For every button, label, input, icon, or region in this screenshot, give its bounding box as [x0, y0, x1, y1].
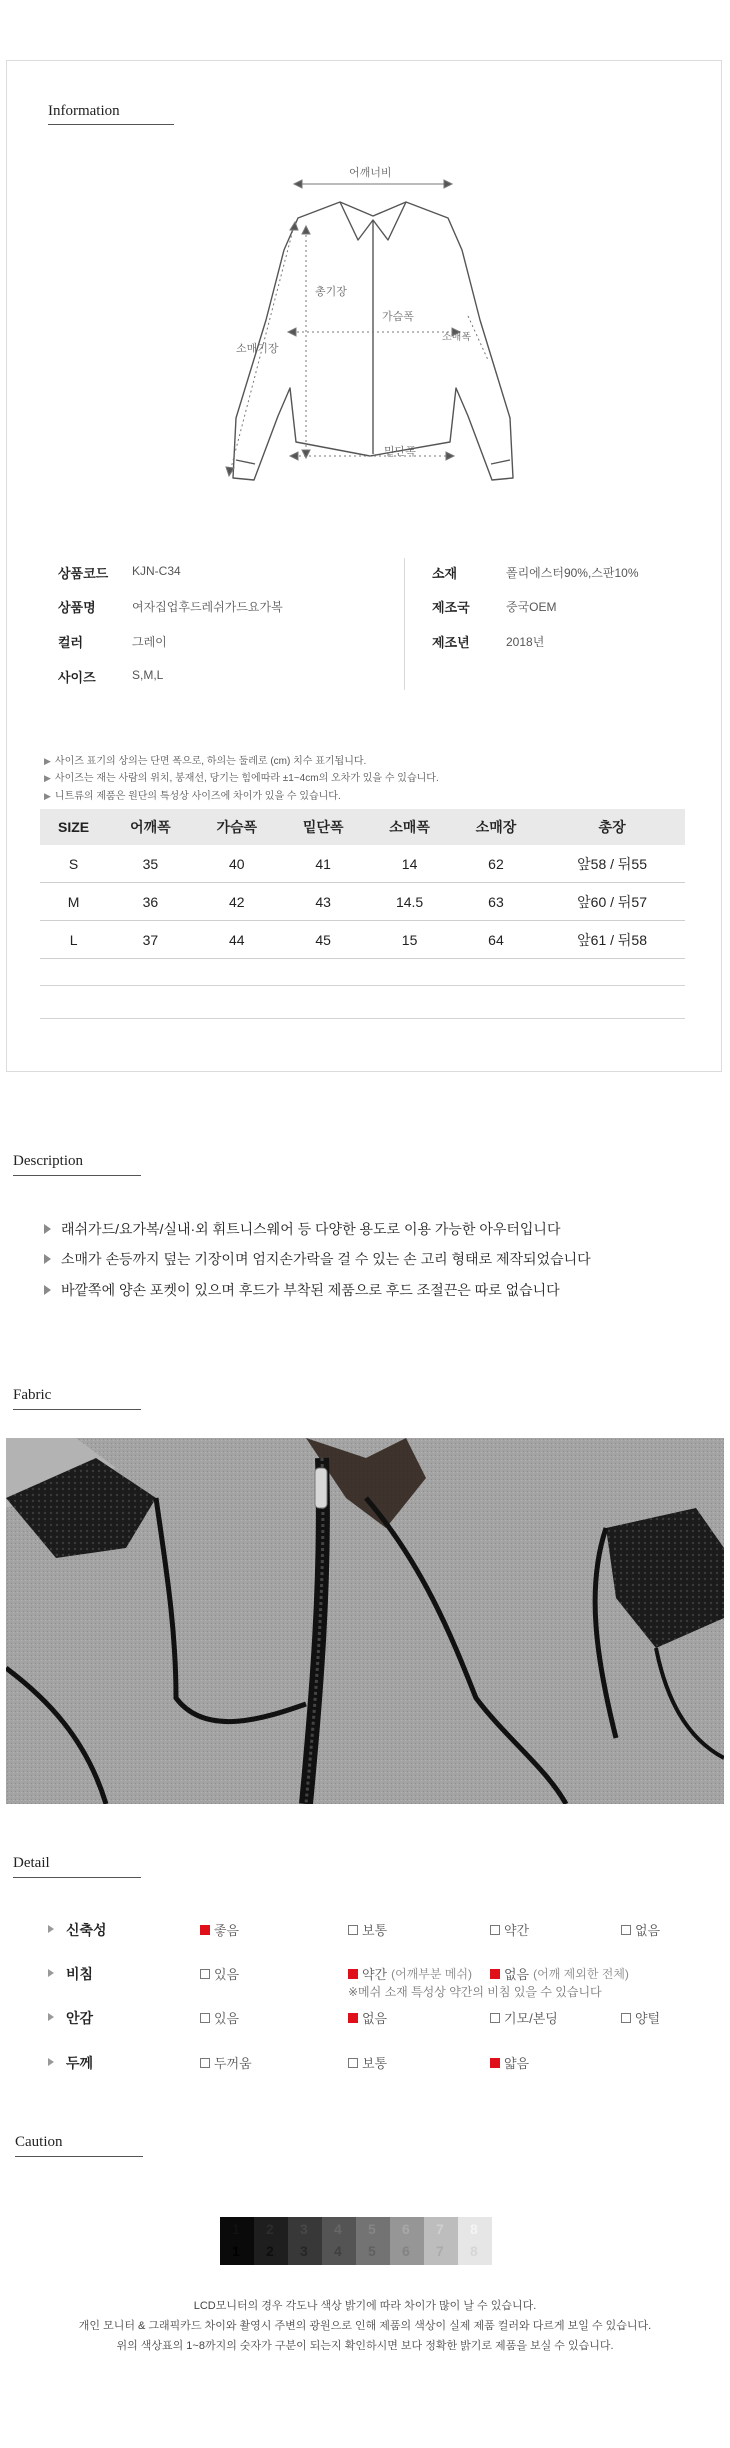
table-divider: [40, 1018, 685, 1019]
label-chest: 가슴폭: [382, 311, 414, 323]
spec-label-color: 컬러: [58, 635, 84, 650]
checkbox-icon: [348, 1969, 358, 1979]
caution-title: Caution: [15, 2134, 63, 2150]
table-row: [40, 921, 685, 959]
option-lining-no: 없음: [348, 2008, 387, 2027]
checkbox-icon: [621, 2013, 631, 2023]
checkbox-icon: [348, 1925, 358, 1935]
table-cell: 앞58 / 뒤55: [539, 845, 685, 883]
swatch-7: 7 7: [424, 2217, 458, 2265]
size-note: ▶ 사이즈 표기의 상의는 단면 폭으로, 하의는 둘레로 (cm) 치수 표기됩니다.: [44, 756, 367, 767]
description-title-underline: [13, 1175, 141, 1176]
description-line: 래쉬가드/요가복/실내·외 휘트니스웨어 등 다양한 용도로 이용 가능한 아우터입니다: [44, 1219, 560, 1239]
detail-title: Detail: [13, 1855, 50, 1871]
table-cell: 35: [107, 845, 193, 883]
option-sheer-slight: 약간 (어깨부분 메쉬): [348, 1964, 472, 1983]
caution-line: LCD모니터의 경우 각도나 색상 밝기에 따라 차이가 많이 날 수 있습니다.: [193, 2300, 537, 2312]
table-cell: M: [40, 883, 107, 921]
table-cell: 37: [107, 921, 193, 959]
col-shoulder: 어깨폭: [107, 809, 193, 845]
spec-label-size: 사이즈: [58, 670, 96, 685]
table-cell: S: [40, 845, 107, 883]
table-cell: 63: [453, 883, 539, 921]
swatch-3: 3 3: [288, 2217, 322, 2265]
arrow-icon: [44, 1285, 51, 1295]
information-title: Information: [48, 103, 120, 119]
description-title: Description: [13, 1153, 83, 1169]
option-stretch-none: 없음: [621, 1920, 660, 1939]
option-lining-fleece: 기모/본딩: [490, 2008, 558, 2027]
checkbox-icon: [490, 1969, 500, 1979]
spec-label-name: 상품명: [58, 600, 96, 615]
table-divider: [40, 985, 685, 986]
row-arrow-icon: [48, 2058, 54, 2066]
table-cell: 36: [107, 883, 193, 921]
arrow-icon: [44, 1254, 51, 1264]
col-total-length: 총장: [539, 809, 685, 845]
table-cell: 앞61 / 뒤58: [539, 921, 685, 959]
checkbox-icon: [621, 1925, 631, 1935]
col-size: SIZE: [40, 809, 107, 845]
size-note: ▶ 사이즈는 재는 사람의 위치, 봉재선, 당기는 힘에따라 ±1~4cm의 오차가 있을 수 있습니다.: [44, 773, 439, 784]
checkbox-icon: [490, 1925, 500, 1935]
option-lining-yes: 있음: [200, 2008, 239, 2027]
fabric-title-underline: [13, 1409, 141, 1410]
table-cell: 앞60 / 뒤57: [539, 883, 685, 921]
spec-divider: [404, 558, 405, 690]
option-lining-wool: 양털: [621, 2008, 660, 2027]
description-line: 바깥쪽에 양손 포켓이 있으며 후드가 부착된 제품으로 후드 조절끈은 따로 없습니다: [44, 1280, 560, 1300]
swatch-6: 6 6: [390, 2217, 424, 2265]
swatch-4: 4 4: [322, 2217, 356, 2265]
row-arrow-icon: [48, 2013, 54, 2021]
col-sleeve-width: 소매폭: [366, 809, 452, 845]
spec-value-material: 폴리에스터90%,스판10%: [506, 566, 639, 580]
size-table: [40, 809, 685, 959]
cuff-right: [491, 460, 510, 464]
option-stretch-normal: 보통: [348, 1920, 387, 1939]
size-note: ▶ 니트류의 제품은 원단의 특성상 사이즈에 차이가 있을 수 있습니다.: [44, 791, 341, 802]
table-cell: 43: [280, 883, 366, 921]
checkbox-icon: [348, 2058, 358, 2068]
cuff-left: [236, 460, 255, 464]
sheer-note: ※메쉬 소재 특성상 약간의 비침 있을 수 있습니다: [348, 1985, 602, 1999]
swatch-2: 2 2: [254, 2217, 288, 2265]
option-thickness-normal: 보통: [348, 2053, 387, 2072]
option-thickness-thick: 두꺼움: [200, 2053, 252, 2072]
caution-title-underline: [15, 2156, 143, 2157]
detail-label-lining: 안감: [66, 2010, 94, 2026]
fabric-title: Fabric: [13, 1387, 52, 1403]
option-thickness-thin: 얇음: [490, 2053, 529, 2072]
table-cell: 40: [194, 845, 280, 883]
label-sleeve-length: 소매기장: [236, 343, 279, 355]
detail-label-thickness: 두께: [66, 2055, 94, 2071]
spec-value-code: KJN-C34: [132, 564, 181, 578]
caution-line: 위의 색상표의 1~8까지의 숫자가 구분이 되는지 확인하시면 보다 정확한 밝기로 제품을 보실 수 있습니다.: [116, 2340, 614, 2352]
checkbox-icon: [200, 2013, 210, 2023]
spec-label-country: 제조국: [432, 600, 470, 615]
row-arrow-icon: [48, 1969, 54, 1977]
spec-value-country: 중국OEM: [506, 600, 557, 614]
table-cell: 15: [366, 921, 452, 959]
swatch-8: 8 8: [458, 2217, 492, 2265]
spec-label-material: 소재: [432, 566, 458, 581]
option-sheer-yes: 있음: [200, 1964, 239, 1983]
label-total-length: 총기장: [315, 286, 347, 298]
size-diagram: [210, 160, 540, 500]
table-row: [40, 845, 685, 883]
table-cell: 45: [280, 921, 366, 959]
spec-label-code: 상품코드: [58, 566, 109, 581]
label-shoulder: 어깨너비: [346, 164, 395, 180]
spec-label-year: 제조년: [432, 635, 470, 650]
caution-line: 개인 모니터 & 그래픽카드 차이와 촬영시 주변의 광원으로 인해 제품의 색상이 실제 제품 컬러와 다르게 보일 수 있습니다.: [78, 2320, 652, 2332]
checkbox-icon: [200, 1925, 210, 1935]
table-cell: 62: [453, 845, 539, 883]
detail-label-stretch: 신축성: [66, 1922, 107, 1938]
fabric-photo: [6, 1438, 724, 1804]
size-table-header: [40, 809, 685, 845]
spec-value-year: 2018년: [506, 635, 545, 649]
col-sleeve-length: 소매장: [453, 809, 539, 845]
checkbox-icon: [490, 2013, 500, 2023]
swatch-5: 5 5: [356, 2217, 390, 2265]
table-cell: 64: [453, 921, 539, 959]
option-sheer-none: 없음 (어깨 제외한 전체): [490, 1964, 629, 1983]
checkbox-icon: [200, 2058, 210, 2068]
table-cell: L: [40, 921, 107, 959]
table-cell: 44: [194, 921, 280, 959]
table-cell: 41: [280, 845, 366, 883]
option-stretch-good: 좋음: [200, 1920, 239, 1939]
option-stretch-slight: 약간: [490, 1920, 529, 1939]
checkbox-icon: [200, 1969, 210, 1979]
swatch-1: 1 1: [220, 2217, 254, 2265]
table-cell: 42: [194, 883, 280, 921]
checkbox-icon: [348, 2013, 358, 2023]
table-cell: 14.5: [366, 883, 452, 921]
label-hem: 밑단폭: [384, 446, 416, 458]
spec-value-name: 여자집업후드레쉬가드요가복: [132, 600, 283, 614]
col-hem: 밑단폭: [280, 809, 366, 845]
label-sleeve-width: 소매폭: [442, 332, 471, 343]
description-line: 소매가 손등까지 덮는 기장이며 엄지손가락을 걸 수 있는 손 고리 형태로 제작되었습니다: [44, 1249, 591, 1269]
spec-value-size: S,M,L: [132, 668, 164, 682]
checkbox-icon: [490, 2058, 500, 2068]
spec-value-color: 그레이: [132, 635, 167, 649]
table-row: [40, 883, 685, 921]
information-title-underline: [48, 124, 174, 125]
detail-title-underline: [13, 1877, 141, 1878]
arrow-icon: [44, 1224, 51, 1234]
detail-label-sheer: 비침: [66, 1966, 94, 1982]
col-chest: 가슴폭: [194, 809, 280, 845]
table-cell: 14: [366, 845, 452, 883]
row-arrow-icon: [48, 1925, 54, 1933]
